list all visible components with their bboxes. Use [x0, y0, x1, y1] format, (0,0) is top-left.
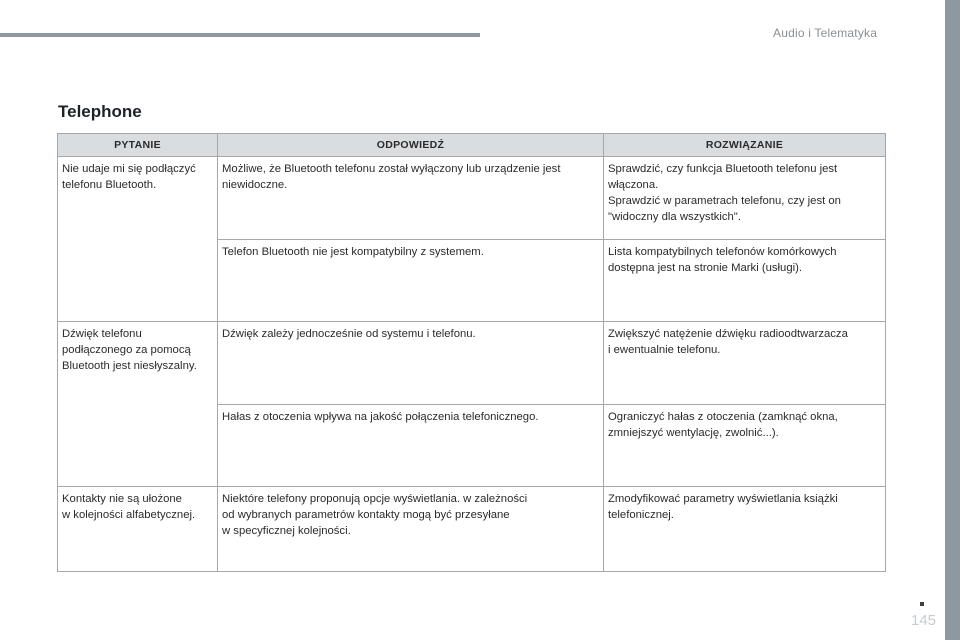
table-header-row [58, 134, 886, 157]
solution-cell: Zmodyfikować parametry wyświetlania książki telefonicznej. [604, 487, 886, 572]
question-cell: Kontakty nie są ułożone w kolejności alfabetycznej. [58, 487, 218, 572]
solution-cell: Zwiększyć natężenie dźwięku radioodtwarzacza i ewentualnie telefonu. [604, 322, 886, 405]
answer-cell: Telefon Bluetooth nie jest kompatybilny z systemem. [218, 240, 604, 322]
table-row [58, 157, 886, 240]
header-rule [0, 33, 480, 37]
solution-cell: Ograniczyć hałas z otoczenia (zamknąć okna, zmniejszyć wentylację, zwolnić...). [604, 405, 886, 487]
answer-cell: Możliwe, że Bluetooth telefonu został wyłączony lub urządzenie jest niewidoczne. [218, 157, 604, 240]
troubleshooting-table [57, 133, 886, 572]
page-number: 145 [911, 612, 937, 629]
column-header-question: PYTANIE [58, 134, 218, 157]
solution-cell: Sprawdzić, czy funkcja Bluetooth telefonu jest włączona. Sprawdzić w parametrach telefonu, czy jest on "widoczny dla wszystkich". [604, 157, 886, 240]
side-band [945, 0, 960, 640]
answer-cell: Dźwięk zależy jednocześnie od systemu i telefonu. [218, 322, 604, 405]
question-cell: Dźwięk telefonu podłączonego za pomocą Bluetooth jest niesłyszalny. [58, 322, 218, 487]
page-marker [920, 602, 924, 606]
answer-cell: Niektóre telefony proponują opcje wyświetlania. w zależności od wybranych parametrów kontakty mogą być przesyłane w specyficznej kolejności. [218, 487, 604, 572]
answer-cell: Hałas z otoczenia wpływa na jakość połączenia telefonicznego. [218, 405, 604, 487]
section-label: Audio i Telematyka [773, 26, 878, 40]
question-cell: Nie udaje mi się podłączyć telefonu Bluetooth. [58, 157, 218, 322]
table-row [58, 322, 886, 405]
page-title: Telephone [58, 102, 142, 121]
column-header-answer: ODPOWIEDŹ [218, 134, 604, 157]
column-header-solution: ROZWIĄZANIE [604, 134, 886, 157]
solution-cell: Lista kompatybilnych telefonów komórkowych dostępna jest na stronie Marki (usługi). [604, 240, 886, 322]
table-row [58, 487, 886, 572]
